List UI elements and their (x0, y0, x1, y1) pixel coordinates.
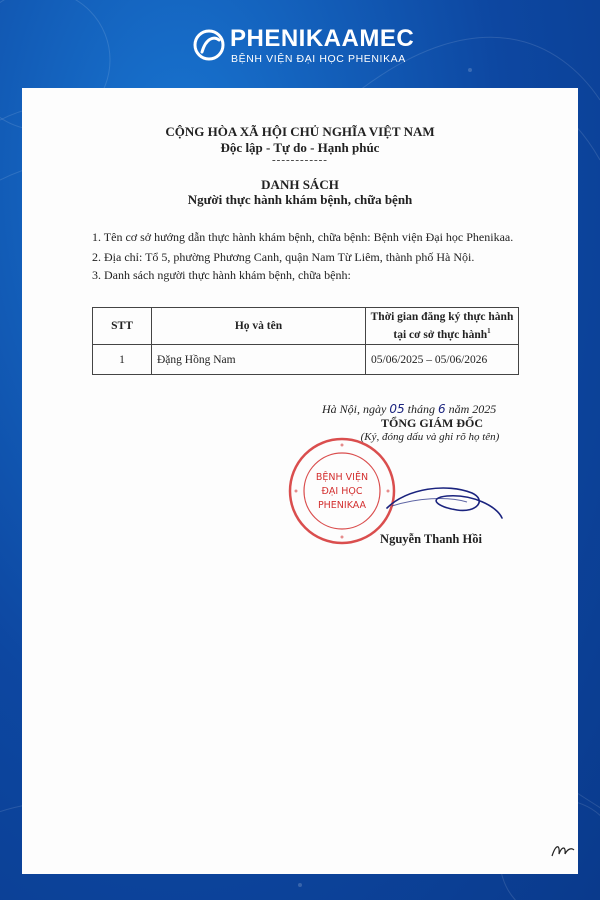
sign-note: (Ký, đóng dấu và ghi rõ họ tên) (360, 431, 500, 443)
svg-text:PHENIKAA: PHENIKAA (317, 500, 367, 511)
header-period (366, 308, 519, 345)
svg-text:ĐẠI HỌC: ĐẠI HỌC (321, 486, 363, 497)
date-line (322, 402, 496, 417)
list-item: 3. Danh sách người thực hành khám bệnh, chữa bệnh: (92, 268, 351, 282)
signer-name: Nguyễn Thanh Hồi (380, 532, 482, 546)
date-month: 6 (437, 402, 446, 416)
phenikaa-logo-icon (192, 28, 226, 62)
footnote-mark: 1 (487, 327, 491, 336)
date-prefix: Hà Nội, ngày (322, 402, 387, 416)
header-name: Họ và tên (152, 308, 366, 345)
handwritten-signature (377, 468, 507, 528)
separator: ------------ (272, 154, 328, 166)
site-header (0, 22, 600, 72)
initials-mark (550, 840, 576, 860)
cell-name: Đặng Hồng Nam (152, 345, 366, 375)
document-title: DANH SÁCH (261, 177, 339, 192)
header-period-line2: tại cơ sở thực hành (393, 328, 488, 341)
table-row (93, 345, 519, 375)
practitioner-table (92, 307, 519, 375)
document-subtitle: Người thực hành khám bệnh, chữa bệnh (187, 192, 413, 207)
list-item: 1. Tên cơ sở hướng dẫn thực hành khám bệnh, chữa bệnh: Bệnh viện Đại học Phenikaa. (92, 230, 514, 244)
list-item: 2. Địa chỉ: Tổ 5, phường Phương Canh, quận Nam Từ Liêm, thành phố Hà Nội. (92, 250, 475, 264)
signer-title: TỔNG GIÁM ĐỐC (381, 416, 483, 430)
date-month-label: tháng (407, 402, 435, 416)
nation-heading: CỘNG HÒA XÃ HỘI CHỦ NGHĨA VIỆT NAM (165, 124, 435, 139)
brand-subtitle: BỆNH VIỆN ĐẠI HỌC PHENIKAA (231, 53, 406, 65)
header-stt: STT (93, 308, 152, 345)
table-header-row (93, 308, 519, 345)
header-period-line1: Thời gian đăng ký thực hành (370, 311, 514, 324)
document-page (22, 88, 578, 874)
brand-name: PHENIKAAMEC (230, 25, 415, 52)
cell-period: 05/06/2025 – 05/06/2026 (366, 345, 519, 375)
cell-stt: 1 (93, 345, 152, 375)
svg-text:BỆNH VIỆN: BỆNH VIỆN (315, 472, 369, 483)
date-day: 05 (389, 402, 405, 416)
motto: Độc lập - Tự do - Hạnh phúc (220, 140, 380, 155)
date-year: năm 2025 (448, 402, 497, 416)
